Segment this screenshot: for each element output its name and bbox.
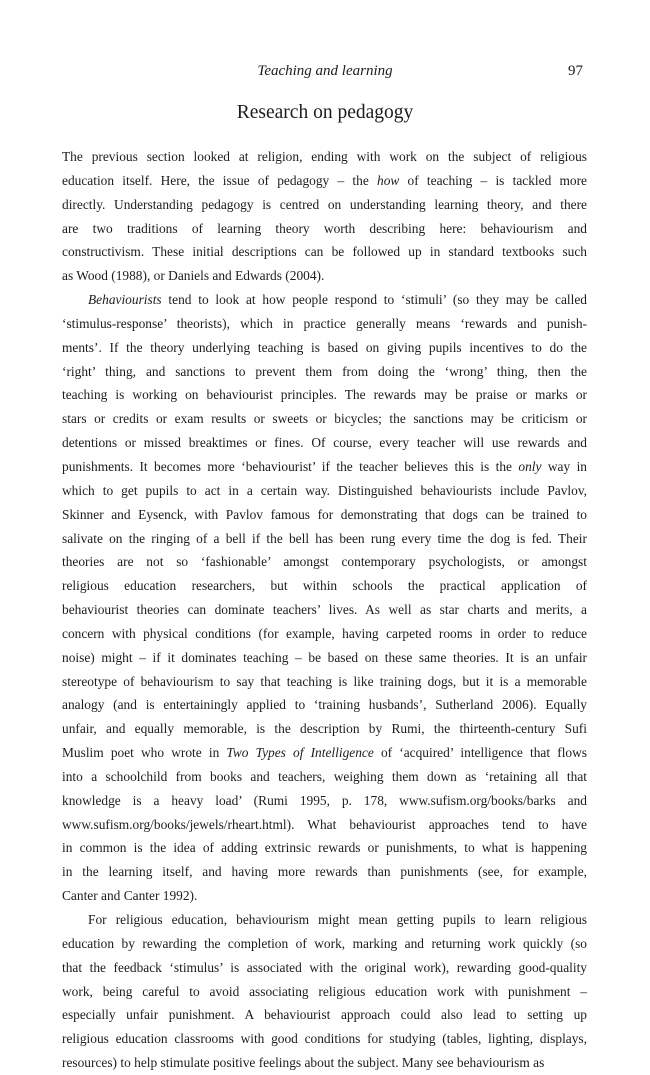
paragraph-religious-education [62, 908, 587, 1075]
text-line: behaviourist theories can dominate teachers’ lives. As well as star charts and merits, a [62, 602, 587, 618]
text-line: analogy (and is entertainingly applied to ‘training husbands’, Sutherland 2006). Equally [62, 697, 587, 713]
text-line: teaching is working on behaviourist principles. The rewards may be praise or marks or [62, 387, 587, 403]
text-line: theories are not so ‘fashionable’ amongst contemporary psychologists, or amongst [62, 554, 587, 570]
text-line: stars or credits or exam results or sweets or bicycles; the sanctions may be criticism or [62, 411, 587, 427]
text-line: knowledge is a heavy load’ (Rumi 1995, p. 178, www.sufism.org/books/barks and [62, 792, 587, 808]
section-heading: Research on pedagogy [236, 102, 414, 123]
text-line: ments’. If the theory underlying teaching is based on giving pupils incentives to do the [62, 339, 587, 355]
text-line: detentions or missed breaktimes or fines. Of course, every teacher will use rewards and [62, 435, 587, 451]
body-text [62, 145, 587, 1075]
text-line: in the learning itself, and having more rewards than punishments (see, for example, [62, 864, 587, 880]
text-line: concern with physical conditions (for example, having carpeted rooms in order to reduce [62, 625, 587, 641]
text-line: education by rewarding the completion of work, marking and returning work quickly (so [62, 935, 587, 951]
text-line: For religious education, behaviourism might mean getting pupils to learn religious [88, 912, 587, 927]
text-line: punishments. It becomes more ‘behaviourist’ if the teacher believes this is the only way in [62, 458, 588, 474]
text-line: Muslim poet who wrote in Two Types of Intelligence of ‘acquired’ intelligence that flows [62, 745, 587, 761]
text-line: noise) might – if it dominates teaching – be based on these same theories. It is an unfair [62, 649, 587, 665]
text-line: which to get pupils to act in a certain way. Distinguished behaviourists include Pavlov, [62, 482, 587, 498]
text-line: especially unfair punishment. A behaviourist approach could also lead to setting up [62, 1007, 587, 1023]
text-line: education itself. Here, the issue of pedagogy – the how of teaching – is tackled more [62, 172, 588, 188]
text-line: Skinner and Eysenck, with Pavlov famous for demonstrating that dogs can be trained to [62, 506, 587, 522]
text-line: into a schoolchild from books and teachers, weighing them down as ‘retaining all that [62, 768, 587, 784]
text-line: that the feedback ‘stimulus’ is associated with the original work), rewarding good-quality [62, 959, 587, 975]
text-line: in common is the idea of adding extrinsic rewards or punishments, to what is happening [62, 840, 587, 856]
text-line: ‘stimulus-response’ theorists), which in practice generally means ‘rewards and punish- [62, 315, 587, 331]
text-line: Canter and Canter 1992). [62, 888, 198, 904]
text-line: www.sufism.org/books/jewels/rheart.html). What behaviourist approaches tend to have [62, 816, 587, 832]
text-line: religious education researchers, but within schools the practical application of [62, 578, 587, 594]
text-line: salivate on the ringing of a bell if the bell has been rung every time the dog is fed. Their [62, 530, 587, 546]
text-line: religious education classrooms with good conditions for studying (tables, lighting, displays, [62, 1031, 587, 1047]
text-line: resources) to help stimulate positive feelings about the subject. Many see behaviourism as [62, 1055, 545, 1071]
running-title: Teaching and learning [257, 63, 393, 79]
running-head [0, 60, 650, 82]
text-line: constructivism. These initial descriptions can be followed up in standard textbooks such [62, 244, 587, 260]
text-line: The previous section looked at religion, ending with work on the subject of religious [62, 149, 587, 164]
text-line: Behaviourists tend to look at how people respond to ‘stimuli’ (so they may be called [88, 292, 587, 308]
text-line: ‘right’ thing, and sanctions to prevent them from doing the ‘wrong’ thing, then the [62, 363, 587, 379]
text-line: are two traditions of learning theory worth describing here: behaviourism and [62, 220, 587, 236]
paragraph-intro [62, 145, 587, 288]
text-line: as Wood (1988), or Daniels and Edwards (2004). [62, 268, 325, 284]
text-line: directly. Understanding pedagogy is centred on understanding learning theory, and there [62, 196, 587, 212]
text-line: unfair, and equally memorable, is the description by Rumi, the thirteenth-century Sufi [62, 721, 587, 737]
page-number: 97 [568, 63, 583, 79]
paragraph-behaviourists [62, 288, 587, 908]
text-line: work, being careful to avoid associating religious education work with punishment – [62, 983, 587, 999]
text-line: stereotype of behaviourism to say that teaching is like training dogs, but it is a memorable [62, 673, 587, 689]
